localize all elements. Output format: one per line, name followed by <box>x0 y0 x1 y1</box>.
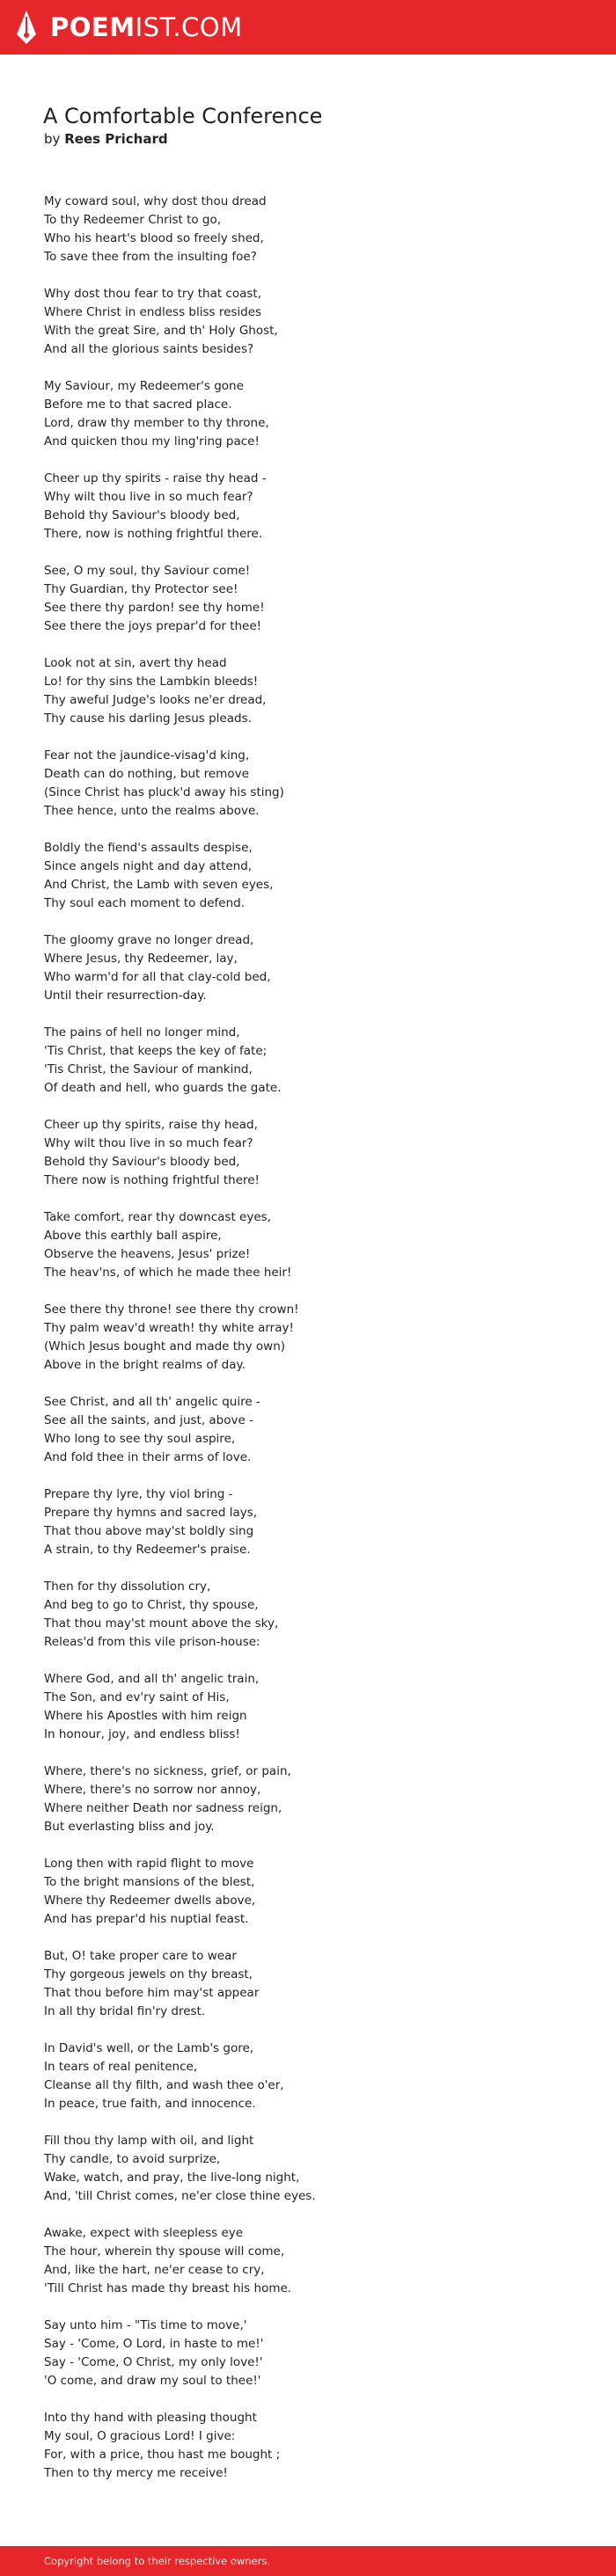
stanza <box>44 2132 572 2206</box>
poem-line: Say - 'Come, O Lord, in haste to me!' <box>44 2337 264 2351</box>
site-footer <box>0 2546 616 2576</box>
stanza <box>44 1855 572 1929</box>
author-name[interactable]: Rees Prichard <box>64 131 168 147</box>
stanza <box>44 1024 572 1098</box>
poem-line: Where Jesus, thy Redeemer, lay, <box>44 952 238 966</box>
poem-line: Above in the bright realms of day. <box>44 1358 246 1372</box>
poem-line: Why wilt thou live in so much fear? <box>44 1136 253 1150</box>
poem-line: In all thy bridal fin'ry drest. <box>44 2004 206 2018</box>
poem-line: The Son, and ev'ry saint of His, <box>44 1690 230 1704</box>
poem-line: The hour, wherein thy spouse will come, <box>44 2244 285 2259</box>
stanza <box>44 1670 572 1744</box>
stanza <box>44 1208 572 1282</box>
poem-line: Who warm'd for all that clay-cold bed, <box>44 970 271 984</box>
poem-line: Since angels night and day attend, <box>44 859 253 873</box>
poem-line: Thee hence, unto the realms above. <box>44 804 260 818</box>
poem-line: There, now is nothing frightful there. <box>44 527 263 541</box>
poem-line: Behold thy Saviour's bloody bed, <box>44 508 240 522</box>
poem-line: 'Tis Christ, the Saviour of mankind, <box>44 1062 253 1076</box>
poem-line: But everlasting bliss and joy. <box>44 1820 215 1834</box>
stanza <box>44 1578 572 1652</box>
poem-line: See there thy pardon! see thy home! <box>44 601 265 615</box>
poem-line: And all the glorious saints besides? <box>44 342 254 356</box>
poem-line: There now is nothing frightful there! <box>44 1173 260 1187</box>
stanza <box>44 1301 572 1375</box>
poem-line: Say - 'Come, O Christ, my only love!' <box>44 2355 263 2369</box>
poem-line: Who long to see thy soul aspire, <box>44 1432 236 1446</box>
poem-line: Where, there's no sickness, grief, or pain, <box>44 1764 291 1778</box>
copyright-notice: Copyright belong to their respective owners. <box>44 2555 271 2567</box>
poem-line: 'Till Christ has made thy breast his home. <box>44 2281 292 2295</box>
poem-title: A Comfortable Conference <box>43 104 323 128</box>
poem-line: Of death and hell, who guards the gate. <box>44 1081 282 1095</box>
stanza <box>44 2224 572 2298</box>
site-logo[interactable] <box>50 11 243 43</box>
poem-line: That thou before him may'st appear <box>44 1986 260 2000</box>
poem-line: My soul, O gracious Lord! I give: <box>44 2429 236 2443</box>
stanza <box>44 2040 572 2113</box>
poem-line: In honour, joy, and endless bliss! <box>44 1727 240 1741</box>
poem-line: Take comfort, rear thy downcast eyes, <box>44 1210 271 1224</box>
poem-line: See Christ, and all th' angelic quire - <box>44 1395 260 1409</box>
poem-line: Look not at sin, avert thy head <box>44 656 227 670</box>
poem-line: That thou above may'st boldly sing <box>44 1524 254 1538</box>
poem-line: A strain, to thy Redeemer's praise. <box>44 1543 251 1557</box>
poem-line: See there the joys prepar'd for thee! <box>44 619 262 633</box>
poem-line: Say unto him - "Tis time to move,' <box>44 2318 247 2332</box>
logo-wordmark-bold: POEM <box>50 12 136 42</box>
poem-line: Behold thy Saviour's bloody bed, <box>44 1155 240 1169</box>
poem-line: Thy cause his darling Jesus pleads. <box>44 712 252 726</box>
logo-wordmark-light: IST.COM <box>135 12 243 42</box>
poem-line: Then for thy dissolution cry, <box>44 1580 211 1594</box>
poem-line: The gloomy grave no longer dread, <box>44 933 254 947</box>
poem-line: Where thy Redeemer dwells above, <box>44 1894 256 1908</box>
poem-line: See all the saints, and just, above - <box>44 1413 253 1427</box>
poem-line: Cheer up thy spirits - raise thy head - <box>44 471 267 485</box>
stanza <box>44 562 572 636</box>
poem-line: (Since Christ has pluck'd away his sting) <box>44 785 284 799</box>
poem-line: My coward soul, why dost thou dread <box>44 194 267 208</box>
poem-line: In tears of real penitence, <box>44 2060 198 2074</box>
poem-line: See there thy throne! see there thy crown! <box>44 1303 299 1317</box>
poem-line: And, 'till Christ comes, ne'er close thine eyes. <box>44 2189 316 2203</box>
stanza <box>44 931 572 1005</box>
stanza <box>44 1116 572 1190</box>
poem-line: Lo! for thy sins the Lambkin bleeds! <box>44 675 259 689</box>
poem-line: In peace, true faith, and innocence. <box>44 2097 256 2111</box>
poem-line: And quicken thou my ling'ring pace! <box>44 434 260 449</box>
poem-line: Before me to that sacred place. <box>44 398 232 412</box>
poem-line: Fill thou thy lamp with oil, and light <box>44 2134 254 2148</box>
site-header <box>0 0 616 55</box>
poem-line: Lord, draw thy member to thy throne, <box>44 416 269 430</box>
stanza <box>44 193 572 266</box>
poem-line: Awake, expect with sleepless eye <box>44 2226 244 2240</box>
stanza <box>44 1762 572 1836</box>
poem-line: Thy soul each moment to defend. <box>44 896 246 910</box>
poem-line: Why dost thou fear to try that coast, <box>44 287 262 301</box>
stanza <box>44 747 572 821</box>
poem-line: To save thee from the insulting foe? <box>44 250 257 264</box>
poem-line: To the bright mansions of the blest, <box>44 1875 255 1889</box>
poem-line: (Which Jesus bought and made thy own) <box>44 1339 286 1354</box>
poem-line: But, O! take proper care to wear <box>44 1949 237 1963</box>
poem-line: Where, there's no sorrow nor annoy, <box>44 1783 261 1797</box>
poem-line: The pains of hell no longer mind, <box>44 1025 240 1040</box>
poem-line: And has prepar'd his nuptial feast. <box>44 1912 249 1926</box>
poem-line: That thou may'st mount above the sky, <box>44 1616 279 1631</box>
poem-line: 'Tis Christ, that keeps the key of fate; <box>44 1044 268 1058</box>
poem-line: Boldly the fiend's assaults despise, <box>44 841 253 855</box>
poem-line: See, O my soul, thy Saviour come! <box>44 564 251 578</box>
poem-line: And Christ, the Lamb with seven eyes, <box>44 878 274 892</box>
poem-line: Why wilt thou live in so much fear? <box>44 490 253 504</box>
poem-line: In David's well, or the Lamb's gore, <box>44 2041 254 2055</box>
poem-line: Thy gorgeous jewels on thy breast, <box>44 1967 253 1981</box>
poem-line: Then to thy mercy me receive! <box>44 2466 228 2480</box>
poem-line: Prepare thy hymns and sacred lays, <box>44 1506 258 1520</box>
poem-line: Where God, and all th' angelic train, <box>44 1672 260 1686</box>
poem-line: And fold thee in their arms of love. <box>44 1450 252 1464</box>
poem-body <box>44 193 572 2501</box>
poem-line: For, with a price, thou hast me bought ; <box>44 2448 281 2462</box>
poem-line: Above this earthly ball aspire, <box>44 1229 222 1243</box>
poem-line: Cheer up thy spirits, raise thy head, <box>44 1118 258 1132</box>
stanza <box>44 2317 572 2390</box>
stanza <box>44 2409 572 2483</box>
poem-line: Until their resurrection-day. <box>44 989 207 1003</box>
pen-nib-icon[interactable] <box>15 10 38 45</box>
stanza <box>44 285 572 359</box>
stanza <box>44 377 572 451</box>
poem-line: Prepare thy lyre, thy viol bring - <box>44 1487 233 1501</box>
by-label: by <box>44 131 61 147</box>
poem-line: Releas'd from this vile prison-house: <box>44 1635 260 1649</box>
stanza <box>44 654 572 728</box>
poem-line: Thy aweful Judge's looks ne'er dread, <box>44 693 267 707</box>
poem-line: Thy Guardian, thy Protector see! <box>44 582 238 596</box>
poem-line: And, like the hart, ne'er cease to cry, <box>44 2263 265 2277</box>
poem-line: Who his heart's blood so freely shed, <box>44 231 264 245</box>
poem-line: Cleanse all thy filth, and wash thee o'er, <box>44 2078 284 2092</box>
poem-line: My Saviour, my Redeemer's gone <box>44 379 244 393</box>
poem-line: With the great Sire, and th' Holy Ghost, <box>44 324 278 338</box>
stanza <box>44 1393 572 1467</box>
poem-line: Long then with rapid flight to move <box>44 1857 254 1871</box>
poem-line: Thy candle, to avoid surprize, <box>44 2152 221 2166</box>
poem-line: Where neither Death nor sadness reign, <box>44 1801 282 1815</box>
poem-line: Death can do nothing, but remove <box>44 767 249 781</box>
stanza <box>44 839 572 913</box>
poem-line: Where his Apostles with him reign <box>44 1709 247 1723</box>
poem-line: To thy Redeemer Christ to go, <box>44 213 222 227</box>
poem-line: 'O come, and draw my soul to thee!' <box>44 2374 261 2388</box>
poem-line: Where Christ in endless bliss resides <box>44 305 262 319</box>
poem-line: Into thy hand with pleasing thought <box>44 2411 257 2425</box>
poem-line: And beg to go to Christ, thy spouse, <box>44 1598 259 1612</box>
stanza <box>44 470 572 544</box>
poem-line: The heav'ns, of which he made thee heir! <box>44 1266 292 1280</box>
stanza <box>44 1947 572 2021</box>
poem-byline <box>44 130 168 148</box>
poem-line: Observe the heavens, Jesus' prize! <box>44 1247 251 1261</box>
poem-line: Wake, watch, and pray, the live-long night, <box>44 2171 300 2185</box>
poem-line: Fear not the jaundice-visag'd king, <box>44 748 250 763</box>
poem-line: Thy palm weav'd wreath! thy white array! <box>44 1321 294 1335</box>
stanza <box>44 1485 572 1559</box>
